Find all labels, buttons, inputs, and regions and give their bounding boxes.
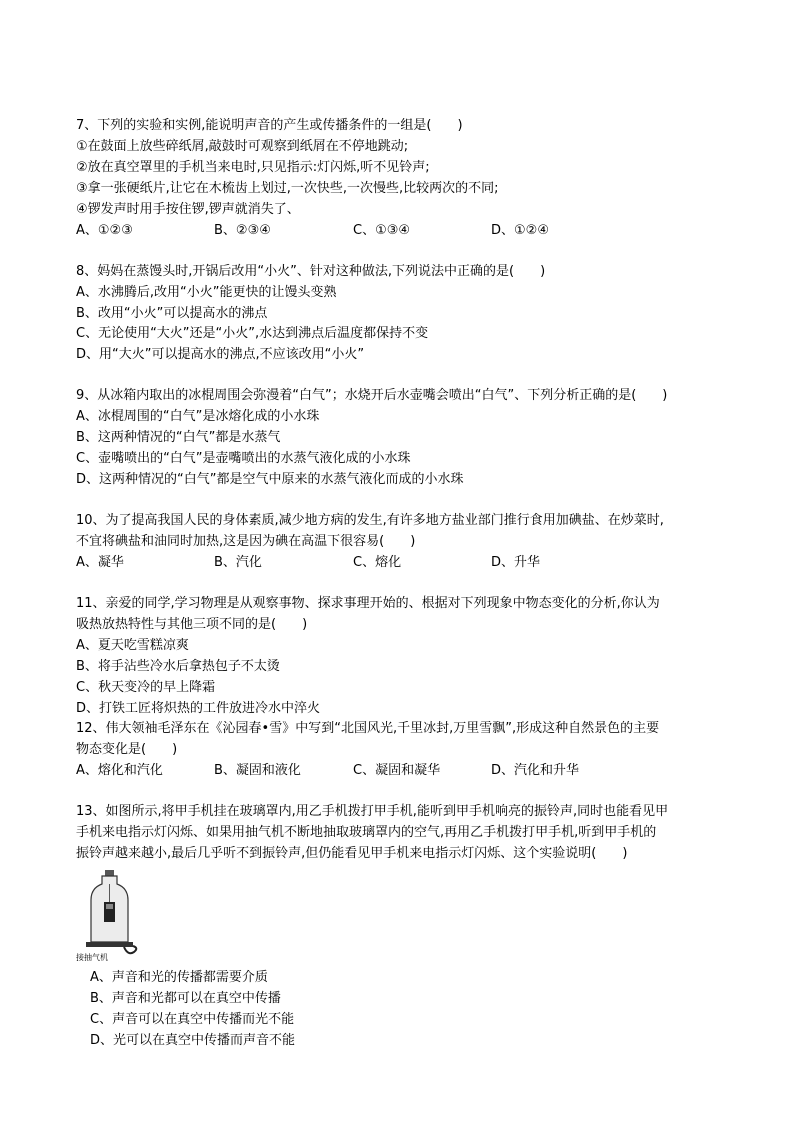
q12-option-c: C、凝固和凝华: [353, 763, 441, 778]
q13-stem-line-2: 手机来电指示灯闪烁、如果用抽气机不断地抽取玻璃罩内的空气,再用乙手机拨打甲手机,听到甲手机的: [76, 825, 657, 840]
q13-stem-line-1: 13、如图所示,将甲手机挂在玻璃罩内,用乙手机拨打甲手机,能听到甲手机响亮的振铃声,同时也能看见甲: [76, 804, 669, 819]
q12-stem-line-1: 12、伟大领袖毛泽东在《沁园春•雪》中写到“北国风光,千里冰封,万里雪飘”,形成这种自然景色的主要: [76, 721, 660, 736]
q11-option-c: C、秋天变冷的早上降霜: [76, 680, 216, 695]
q9-option-a: A、冰棍周围的“白气”是冰熔化成的小水珠: [76, 409, 320, 424]
q9-option-c: C、壶嘴喷出的“白气”是壶嘴喷出的水蒸气液化成的小水珠: [76, 451, 411, 466]
q9-stem: 9、从冰箱内取出的冰棍周围会弥漫着“白气”；水烧开后水壶嘴会喷出“白气”、下列分析正确的是( ): [76, 388, 668, 403]
bell-jar-diagram: [76, 868, 142, 964]
q8-option-b: B、改用“小火”可以提高水的沸点: [76, 306, 268, 321]
base-plate-shape: [86, 942, 133, 947]
q10-option-a: A、凝华: [76, 555, 124, 570]
q12-option-a: A、熔化和汽化: [76, 763, 163, 778]
q7-item-1: ①在鼓面上放些碎纸屑,敲鼓时可观察到纸屑在不停地跳动;: [76, 139, 409, 154]
q11-option-a: A、夏天吃雪糕凉爽: [76, 638, 189, 653]
bell-jar-figure: [76, 868, 142, 964]
q10-option-c: C、熔化: [353, 555, 402, 570]
q10-option-d: D、升华: [491, 555, 541, 570]
q9-option-b: B、这两种情况的“白气”都是水蒸气: [76, 430, 281, 445]
q12-stem-line-2: 物态变化是( ): [76, 742, 178, 757]
q13-option-b: B、声音和光都可以在真空中传播: [90, 991, 281, 1006]
q7-item-2: ②放在真空罩里的手机当来电时,只见指示:灯闪烁,听不见铃声;: [76, 160, 430, 175]
q7-option-d: D、①②④: [491, 223, 549, 238]
q10-option-b: B、汽化: [214, 555, 262, 570]
jar-knob-shape: [105, 870, 114, 876]
q11-stem-line-2: 吸热放热特性与其他三项不同的是( ): [76, 617, 308, 632]
air-pump-label: 接抽气机: [76, 953, 108, 962]
q9-option-d: D、这两种情况的“白气”都是空气中原来的水蒸气液化而成的小水珠: [76, 472, 464, 487]
q8-option-c: C、无论使用“大火”还是“小火”,水达到沸点后温度都保持不变: [76, 326, 429, 341]
q12-option-d: D、汽化和升华: [491, 763, 580, 778]
q11-option-b: B、将手沾些冷水后拿热包子不太烫: [76, 659, 280, 674]
q7-option-a: A、①②③: [76, 223, 133, 238]
q8-option-a: A、水沸腾后,改用“小火”能更快的让馒头变熟: [76, 285, 337, 300]
q13-stem-line-3: 振铃声越来越小,最后几乎听不到振铃声,但仍能看见甲手机来电指示灯闪烁、这个实验说明( ): [76, 846, 628, 861]
q13-option-c: C、声音可以在真空中传播而光不能: [90, 1012, 295, 1027]
q8-option-d: D、用“大火”可以提高水的沸点,不应该改用“小火”: [76, 347, 365, 362]
q10-stem-line-2: 不宜将碘盐和油同时加热,这是因为碘在高温下很容易( ): [76, 534, 416, 549]
q11-option-d: D、打铁工匠将炽热的工件放进冷水中淬火: [76, 701, 321, 716]
q7-item-4: ④锣发声时用手按住锣,锣声就消失了、: [76, 202, 300, 217]
q13-option-a: A、声音和光的传播都需要介质: [90, 970, 268, 985]
q7-stem: 7、下列的实验和实例,能说明声音的产生或传播条件的一组是( ): [76, 118, 463, 133]
q12-option-b: B、凝固和液化: [214, 763, 301, 778]
q11-stem-line-1: 11、亲爱的同学,学习物理是从观察事物、探求事理开始的、根据对下列现象中物态变化的分析,你认为: [76, 596, 660, 611]
q10-stem-line-1: 10、为了提高我国人民的身体素质,减少地方病的发生,有许多地方盐业部门推行食用加碘盐、在炒菜时,: [76, 513, 664, 528]
q7-option-c: C、①③④: [353, 223, 411, 238]
q8-stem: 8、妈妈在蒸馒头时,开锅后改用“小火”、针对这种做法,下列说法中正确的是( ): [76, 264, 546, 279]
q7-item-3: ③拿一张硬纸片,让它在木梳齿上划过,一次快些,一次慢些,比较两次的不同;: [76, 181, 499, 196]
q7-option-b: B、②③④: [214, 223, 271, 238]
q13-option-d: D、光可以在真空中传播而声音不能: [90, 1033, 296, 1048]
